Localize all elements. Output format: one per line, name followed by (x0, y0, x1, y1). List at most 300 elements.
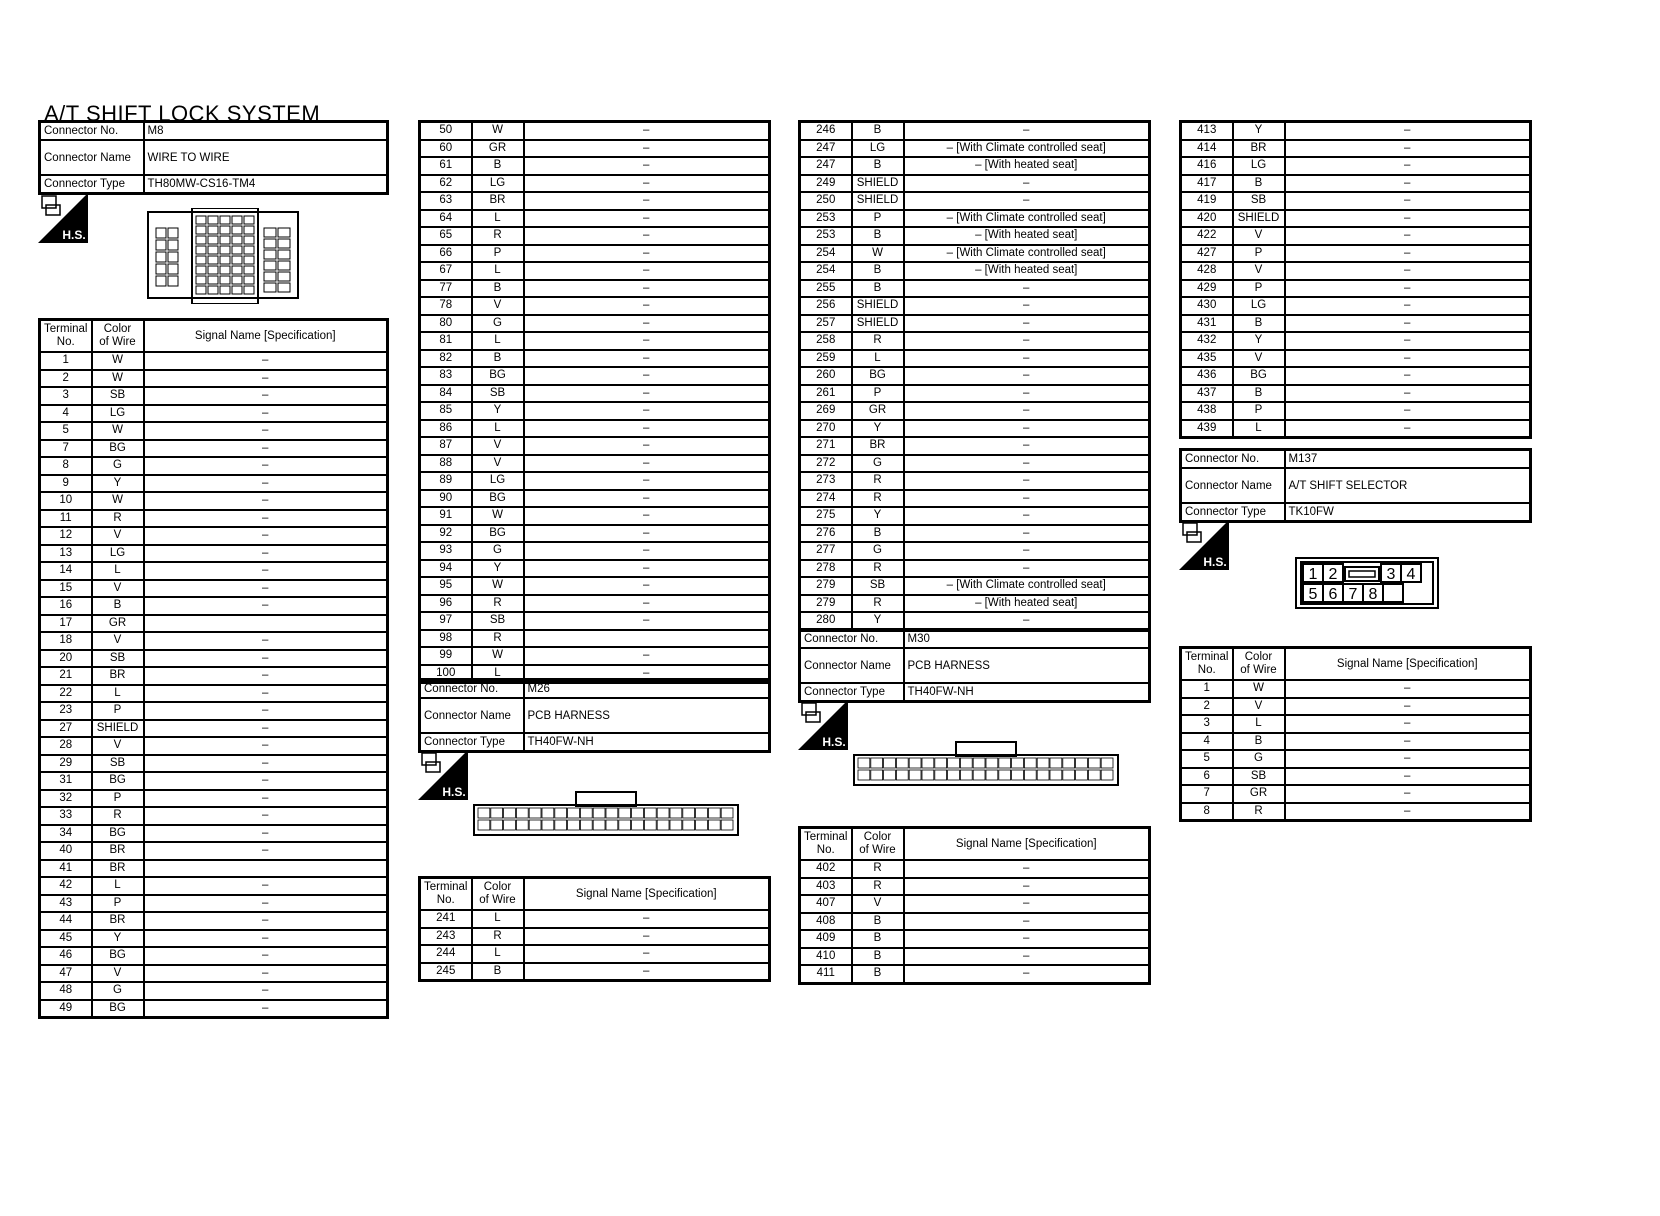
table-row (40, 405, 388, 423)
wire-color: GR (1233, 785, 1285, 803)
wire-color: SB (1233, 192, 1285, 210)
terminal-no: 78 (420, 297, 472, 315)
terminal-no: 62 (420, 175, 472, 193)
svg-text:H.S.: H.S. (1203, 555, 1227, 569)
wire-color: V (472, 455, 524, 473)
table-row (800, 140, 1150, 158)
terminal-no: 34 (40, 825, 92, 843)
pin-4: 4 (1406, 566, 1416, 583)
terminal-no: 1 (40, 352, 92, 370)
signal-name: – (524, 140, 770, 158)
table-row (1181, 680, 1531, 698)
signal-name: – (1285, 245, 1531, 263)
table-row (420, 122, 770, 140)
signal-name: – (524, 455, 770, 473)
signal-name: – (144, 387, 388, 405)
table-row (40, 457, 388, 475)
terminal-no: 280 (800, 612, 852, 630)
signal-name: – (1285, 350, 1531, 368)
wire-color: R (852, 860, 904, 878)
m30-name: PCB HARNESS (904, 648, 1150, 683)
wire-color: BR (852, 437, 904, 455)
wire-color: B (472, 963, 524, 981)
table-row (1181, 420, 1531, 438)
terminal-no: 241 (420, 910, 472, 928)
table-row (40, 702, 388, 720)
terminal-no: 32 (40, 790, 92, 808)
table-row (800, 860, 1150, 878)
wire-color: SB (92, 650, 144, 668)
m26-connector-diagram (472, 791, 740, 837)
terminal-no: 7 (1181, 785, 1233, 803)
table-row (800, 297, 1150, 315)
wire-color: W (472, 507, 524, 525)
label: Connector No. (1181, 450, 1285, 469)
wire-color: R (472, 928, 524, 946)
table-row (1181, 350, 1531, 368)
table-row (40, 825, 388, 843)
table-row (40, 440, 388, 458)
signal-name: – (524, 665, 770, 683)
m8-pin-table-1 (38, 318, 389, 1019)
signal-name: – (524, 262, 770, 280)
wire-color: Y (852, 420, 904, 438)
table-row (420, 245, 770, 263)
wire-color: W (472, 122, 524, 140)
terminal-no: 93 (420, 542, 472, 560)
wire-color: BR (472, 192, 524, 210)
m8-connector-diagram (146, 208, 300, 304)
table-row (40, 667, 388, 685)
m26-pin-table-2 (798, 120, 1151, 632)
signal-name: – (144, 440, 388, 458)
terminal-no: 10 (40, 492, 92, 510)
wire-color: GR (852, 402, 904, 420)
wire-color: B (852, 122, 904, 140)
signal-name: – (904, 175, 1150, 193)
table-row (40, 615, 388, 633)
table-row (420, 472, 770, 490)
m26-name: PCB HARNESS (524, 698, 770, 733)
signal-name: – (904, 612, 1150, 630)
table-row (420, 367, 770, 385)
table-row (800, 437, 1150, 455)
table-row (40, 352, 388, 370)
wire-color: R (472, 595, 524, 613)
wire-color: R (472, 630, 524, 648)
table-row (40, 527, 388, 545)
header-signal: Signal Name [Specification] (904, 828, 1150, 861)
signal-name: – (904, 878, 1150, 896)
wire-color: L (852, 350, 904, 368)
signal-name: – (144, 702, 388, 720)
wire-color: L (472, 945, 524, 963)
signal-name: – (144, 685, 388, 703)
table-row (40, 947, 388, 965)
wire-color: V (92, 632, 144, 650)
table-row (800, 490, 1150, 508)
table-row (420, 437, 770, 455)
terminal-no: 409 (800, 930, 852, 948)
wire-color: R (852, 332, 904, 350)
wire-color: LG (1233, 297, 1285, 315)
signal-name: – (524, 227, 770, 245)
table-row (420, 577, 770, 595)
wire-color: W (472, 647, 524, 665)
harness-side-icon (38, 193, 88, 243)
wire-color: G (1233, 750, 1285, 768)
terminal-no: 270 (800, 420, 852, 438)
label: Connector No. (40, 122, 144, 141)
signal-name: – (144, 825, 388, 843)
table-row (420, 385, 770, 403)
wire-color: GR (472, 140, 524, 158)
wire-color: R (852, 878, 904, 896)
signal-name: – (904, 560, 1150, 578)
table-row (40, 790, 388, 808)
wire-color: G (472, 315, 524, 333)
wire-color: L (472, 665, 524, 683)
table-row (420, 315, 770, 333)
terminal-no: 22 (40, 685, 92, 703)
terminal-no: 95 (420, 577, 472, 595)
table-row (40, 387, 388, 405)
terminal-no: 94 (420, 560, 472, 578)
terminal-no: 416 (1181, 157, 1233, 175)
terminal-no: 33 (40, 807, 92, 825)
table-row (40, 737, 388, 755)
wire-color: B (1233, 315, 1285, 333)
wire-color: L (92, 562, 144, 580)
terminal-no: 3 (40, 387, 92, 405)
table-row (1181, 785, 1531, 803)
wire-color: Y (92, 475, 144, 493)
terminal-no: 66 (420, 245, 472, 263)
wire-color: V (1233, 262, 1285, 280)
table-row (1181, 140, 1531, 158)
signal-name: – (1285, 768, 1531, 786)
terminal-no: 277 (800, 542, 852, 560)
signal-name: – (144, 422, 388, 440)
signal-name: – [With heated seat] (904, 595, 1150, 613)
terminal-no: 80 (420, 315, 472, 333)
terminal-no: 272 (800, 455, 852, 473)
table-row (1181, 227, 1531, 245)
table-row (800, 542, 1150, 560)
signal-name: – (524, 945, 770, 963)
wire-color: V (472, 297, 524, 315)
signal-name: – (524, 385, 770, 403)
signal-name: – [With Climate controlled seat] (904, 245, 1150, 263)
signal-name: – (524, 297, 770, 315)
wire-color: R (1233, 803, 1285, 821)
terminal-no: 84 (420, 385, 472, 403)
terminal-no: 46 (40, 947, 92, 965)
signal-name: – (904, 192, 1150, 210)
m26-info-table (418, 678, 771, 753)
terminal-no: 403 (800, 878, 852, 896)
terminal-no: 422 (1181, 227, 1233, 245)
table-row (40, 720, 388, 738)
terminal-no: 275 (800, 507, 852, 525)
wire-color: B (1233, 385, 1285, 403)
terminal-no: 258 (800, 332, 852, 350)
signal-name: – (904, 913, 1150, 931)
signal-name: – (524, 542, 770, 560)
table-row (420, 157, 770, 175)
m8-type: TH80MW-CS16-TM4 (144, 175, 388, 194)
wire-color: V (92, 580, 144, 598)
label: Connector Type (800, 683, 904, 702)
terminal-no: 100 (420, 665, 472, 683)
signal-name: – (904, 315, 1150, 333)
table-row (1181, 698, 1531, 716)
wire-color: G (92, 457, 144, 475)
table-row (420, 350, 770, 368)
terminal-no: 276 (800, 525, 852, 543)
table-row (420, 210, 770, 228)
wire-color: W (852, 245, 904, 263)
table-row (1181, 280, 1531, 298)
signal-name: – (1285, 210, 1531, 228)
terminal-no: 273 (800, 472, 852, 490)
table-row (800, 332, 1150, 350)
wire-color: B (852, 227, 904, 245)
pin-5: 5 (1308, 586, 1318, 603)
signal-name: – (524, 525, 770, 543)
wire-color: SHIELD (852, 175, 904, 193)
signal-name: – (144, 842, 388, 860)
wire-color: Y (1233, 332, 1285, 350)
wire-color: R (852, 595, 904, 613)
table-row (420, 455, 770, 473)
signal-name: – (144, 895, 388, 913)
table-row (40, 755, 388, 773)
terminal-no: 9 (40, 475, 92, 493)
table-row (800, 930, 1150, 948)
signal-name: – (144, 457, 388, 475)
table-row (800, 262, 1150, 280)
terminal-no: 411 (800, 965, 852, 983)
pin-2: 2 (1328, 566, 1338, 583)
terminal-no: 2 (1181, 698, 1233, 716)
signal-name: – (144, 370, 388, 388)
wire-color: P (1233, 245, 1285, 263)
wire-color: R (852, 472, 904, 490)
wire-color: W (92, 370, 144, 388)
terminal-no: 4 (40, 405, 92, 423)
signal-name: – (524, 472, 770, 490)
wire-color: SHIELD (852, 297, 904, 315)
signal-name: – (1285, 698, 1531, 716)
signal-name: – (1285, 280, 1531, 298)
wire-color: B (852, 262, 904, 280)
table-row (800, 525, 1150, 543)
terminal-no: 47 (40, 965, 92, 983)
terminal-no: 1 (1181, 680, 1233, 698)
wire-color: P (472, 245, 524, 263)
signal-name: – [With heated seat] (904, 262, 1150, 280)
signal-name (144, 860, 388, 878)
m30-connector-diagram (852, 741, 1120, 787)
table-row (40, 912, 388, 930)
signal-name: – (524, 332, 770, 350)
terminal-no: 414 (1181, 140, 1233, 158)
hs-label: H.S. (62, 228, 86, 242)
wire-color: Y (1233, 122, 1285, 140)
wire-color: Y (472, 560, 524, 578)
terminal-no: 87 (420, 437, 472, 455)
wire-color: V (92, 965, 144, 983)
table-row (800, 280, 1150, 298)
signal-name: – (1285, 192, 1531, 210)
signal-name: – (1285, 385, 1531, 403)
terminal-no: 83 (420, 367, 472, 385)
terminal-no: 85 (420, 402, 472, 420)
table-row (800, 595, 1150, 613)
table-row (800, 560, 1150, 578)
signal-name: – (1285, 680, 1531, 698)
signal-name: – (904, 490, 1150, 508)
table-row (40, 510, 388, 528)
signal-name: – (144, 492, 388, 510)
table-row (40, 580, 388, 598)
signal-name: – (1285, 785, 1531, 803)
table-row (1181, 245, 1531, 263)
terminal-no: 246 (800, 122, 852, 140)
signal-name: – (144, 527, 388, 545)
table-row (420, 542, 770, 560)
table-row (1181, 332, 1531, 350)
wire-color: BG (92, 947, 144, 965)
signal-name: – (1285, 733, 1531, 751)
table-row (1181, 733, 1531, 751)
wire-color: V (92, 527, 144, 545)
table-row (800, 245, 1150, 263)
terminal-no: 14 (40, 562, 92, 580)
label: Connector Type (420, 733, 524, 752)
header-signal: Signal Name [Specification] (144, 320, 388, 353)
terminal-no: 48 (40, 982, 92, 1000)
wire-color: V (1233, 227, 1285, 245)
terminal-no: 77 (420, 280, 472, 298)
wire-color: GR (92, 615, 144, 633)
wire-color: BG (92, 1000, 144, 1018)
signal-name: – (144, 877, 388, 895)
signal-name: – (144, 510, 388, 528)
wire-color: W (92, 492, 144, 510)
table-row (40, 492, 388, 510)
wire-color: V (852, 895, 904, 913)
signal-name: – (1285, 140, 1531, 158)
wire-color: BR (92, 912, 144, 930)
signal-name: – (904, 860, 1150, 878)
table-row (1181, 262, 1531, 280)
terminal-no: 428 (1181, 262, 1233, 280)
terminal-no: 253 (800, 227, 852, 245)
wire-color: SB (852, 577, 904, 595)
terminal-no: 64 (420, 210, 472, 228)
table-row (800, 895, 1150, 913)
table-row (1181, 402, 1531, 420)
terminal-no: 6 (1181, 768, 1233, 786)
terminal-no: 16 (40, 597, 92, 615)
signal-name: – (524, 577, 770, 595)
pin-6: 6 (1328, 586, 1338, 603)
table-row (420, 490, 770, 508)
terminal-no: 260 (800, 367, 852, 385)
header-color: Color of Wire (852, 828, 904, 861)
terminal-no: 254 (800, 245, 852, 263)
wire-color: B (852, 965, 904, 983)
signal-name (144, 615, 388, 633)
wire-color: BR (1233, 140, 1285, 158)
wire-color: P (92, 702, 144, 720)
m137-name: A/T SHIFT SELECTOR (1285, 468, 1531, 503)
table-row (420, 963, 770, 981)
header-terminal: Terminal No. (420, 878, 472, 911)
wire-color: R (852, 490, 904, 508)
signal-name: – (524, 507, 770, 525)
signal-name: – (904, 437, 1150, 455)
table-row (1181, 750, 1531, 768)
signal-name: – (144, 947, 388, 965)
signal-name: – (1285, 402, 1531, 420)
signal-name: – (144, 737, 388, 755)
m137-no: M137 (1285, 450, 1531, 469)
table-row (800, 965, 1150, 983)
wire-color: LG (1233, 157, 1285, 175)
wire-color: LG (472, 472, 524, 490)
wire-color: Y (852, 612, 904, 630)
wire-color: B (472, 280, 524, 298)
wire-color: BR (92, 860, 144, 878)
signal-name: – (524, 963, 770, 981)
terminal-no: 271 (800, 437, 852, 455)
header-signal: Signal Name [Specification] (1285, 648, 1531, 681)
wire-color: SHIELD (852, 315, 904, 333)
wire-color: P (1233, 280, 1285, 298)
terminal-no: 18 (40, 632, 92, 650)
signal-name: – (1285, 227, 1531, 245)
table-row (1181, 175, 1531, 193)
header-color: Color of Wire (472, 878, 524, 911)
signal-name: – (144, 965, 388, 983)
signal-name: – (524, 402, 770, 420)
terminal-no: 419 (1181, 192, 1233, 210)
page-title: A/T SHIFT LOCK SYSTEM (44, 101, 321, 126)
terminal-no: 28 (40, 737, 92, 755)
terminal-no: 256 (800, 297, 852, 315)
table-row (1181, 192, 1531, 210)
signal-name: – (144, 352, 388, 370)
signal-name: – (904, 965, 1150, 983)
m30-info-table (798, 628, 1151, 703)
terminal-no: 257 (800, 315, 852, 333)
signal-name: – (144, 930, 388, 948)
m30-pin-table-2 (1179, 120, 1532, 439)
table-row (40, 685, 388, 703)
table-row (40, 860, 388, 878)
terminal-no: 29 (40, 755, 92, 773)
wire-color: BG (472, 490, 524, 508)
m26-no: M26 (524, 680, 770, 699)
wire-color: Y (92, 930, 144, 948)
wire-color: B (472, 350, 524, 368)
wire-color: W (472, 577, 524, 595)
label: Connector Name (420, 698, 524, 733)
signal-name: – (144, 807, 388, 825)
